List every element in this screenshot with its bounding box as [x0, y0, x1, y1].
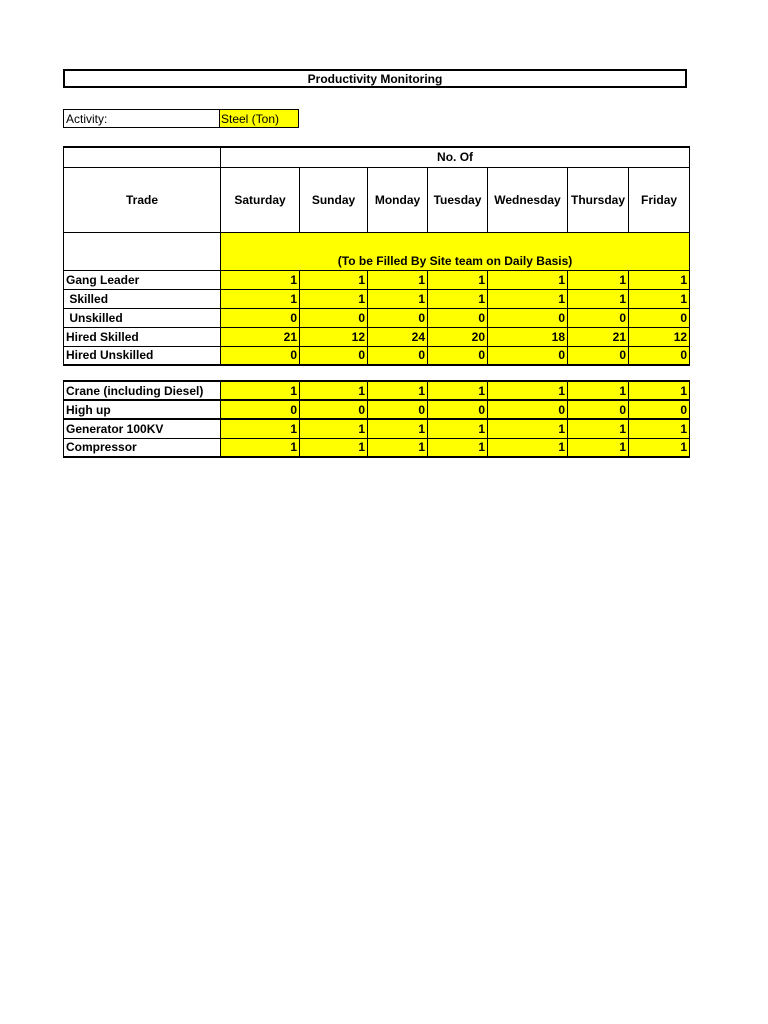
value-cell[interactable]: 1	[300, 289, 368, 308]
page-title: Productivity Monitoring	[63, 69, 687, 88]
value-cell[interactable]: 1	[629, 289, 690, 308]
activity-value[interactable]: Steel (Ton)	[219, 109, 299, 128]
row-label: Skilled	[64, 289, 221, 308]
value-cell[interactable]: 0	[568, 346, 629, 365]
value-cell[interactable]: 0	[368, 400, 428, 419]
equipment-table	[63, 380, 690, 458]
daily-basis-note: (To be Filled By Site team on Daily Basis)	[221, 232, 690, 270]
value-cell[interactable]: 1	[428, 270, 488, 289]
value-cell[interactable]: 1	[428, 419, 488, 438]
value-cell[interactable]: 1	[300, 438, 368, 457]
value-cell[interactable]: 21	[568, 327, 629, 346]
value-cell[interactable]: 1	[368, 270, 428, 289]
header-day: Tuesday	[428, 167, 488, 232]
table-row	[64, 419, 690, 438]
header-day: Friday	[629, 167, 690, 232]
header-day: Thursday	[568, 167, 629, 232]
value-cell[interactable]: 1	[428, 289, 488, 308]
value-cell[interactable]: 1	[368, 381, 428, 400]
value-cell[interactable]: 1	[568, 419, 629, 438]
value-cell[interactable]: 1	[629, 438, 690, 457]
value-cell[interactable]: 1	[629, 381, 690, 400]
row-label: Unskilled	[64, 308, 221, 327]
table-row	[64, 289, 690, 308]
value-cell[interactable]: 0	[629, 400, 690, 419]
value-cell[interactable]: 0	[221, 400, 300, 419]
value-cell[interactable]: 0	[428, 346, 488, 365]
value-cell[interactable]: 1	[368, 419, 428, 438]
value-cell[interactable]: 0	[488, 400, 568, 419]
value-cell[interactable]: 0	[300, 400, 368, 419]
row-label: Compressor	[64, 438, 221, 457]
value-cell[interactable]: 20	[428, 327, 488, 346]
table-row	[64, 270, 690, 289]
value-cell[interactable]: 0	[629, 346, 690, 365]
table-row	[64, 381, 690, 400]
value-cell[interactable]: 24	[368, 327, 428, 346]
row-label: Generator 100KV	[64, 419, 221, 438]
header-blank-cell	[64, 147, 221, 167]
value-cell[interactable]: 1	[488, 289, 568, 308]
activity-label: Activity:	[63, 109, 220, 128]
row-label: Hired Unskilled	[64, 346, 221, 365]
header-day: Monday	[368, 167, 428, 232]
value-cell[interactable]: 1	[568, 381, 629, 400]
value-cell[interactable]: 1	[221, 381, 300, 400]
value-cell[interactable]: 1	[300, 270, 368, 289]
header-day: Saturday	[221, 167, 300, 232]
value-cell[interactable]: 1	[488, 419, 568, 438]
value-cell[interactable]: 0	[568, 400, 629, 419]
value-cell[interactable]: 1	[428, 438, 488, 457]
value-cell[interactable]: 1	[368, 289, 428, 308]
value-cell[interactable]: 1	[488, 381, 568, 400]
value-cell[interactable]: 1	[488, 438, 568, 457]
value-cell[interactable]: 0	[368, 308, 428, 327]
value-cell[interactable]: 0	[221, 346, 300, 365]
table-row	[64, 400, 690, 419]
value-cell[interactable]: 0	[629, 308, 690, 327]
value-cell[interactable]: 1	[629, 270, 690, 289]
value-cell[interactable]: 0	[428, 308, 488, 327]
labor-table	[63, 146, 690, 366]
value-cell[interactable]: 1	[568, 270, 629, 289]
value-cell[interactable]: 21	[221, 327, 300, 346]
table-row	[64, 438, 690, 457]
table-row	[64, 346, 690, 365]
value-cell[interactable]: 0	[221, 308, 300, 327]
value-cell[interactable]: 1	[221, 270, 300, 289]
value-cell[interactable]: 12	[300, 327, 368, 346]
value-cell[interactable]: 18	[488, 327, 568, 346]
note-blank-cell	[64, 232, 221, 270]
value-cell[interactable]: 1	[300, 419, 368, 438]
value-cell[interactable]: 0	[488, 308, 568, 327]
row-label: Gang Leader	[64, 270, 221, 289]
value-cell[interactable]: 0	[300, 308, 368, 327]
value-cell[interactable]: 1	[488, 270, 568, 289]
row-label: Crane (including Diesel)	[64, 381, 221, 400]
value-cell[interactable]: 1	[568, 289, 629, 308]
value-cell[interactable]: 1	[568, 438, 629, 457]
value-cell[interactable]: 1	[221, 419, 300, 438]
table-row	[64, 327, 690, 346]
value-cell[interactable]: 1	[221, 438, 300, 457]
value-cell[interactable]: 1	[428, 381, 488, 400]
value-cell[interactable]: 12	[629, 327, 690, 346]
table-row	[64, 308, 690, 327]
value-cell[interactable]: 1	[221, 289, 300, 308]
value-cell[interactable]: 0	[568, 308, 629, 327]
header-no-of: No. Of	[221, 147, 690, 167]
value-cell[interactable]: 0	[428, 400, 488, 419]
value-cell[interactable]: 0	[300, 346, 368, 365]
row-label: Hired Skilled	[64, 327, 221, 346]
header-trade: Trade	[64, 167, 221, 232]
row-label: High up	[64, 400, 221, 419]
value-cell[interactable]: 1	[629, 419, 690, 438]
header-day: Sunday	[300, 167, 368, 232]
header-day: Wednesday	[488, 167, 568, 232]
value-cell[interactable]: 1	[300, 381, 368, 400]
value-cell[interactable]: 0	[368, 346, 428, 365]
value-cell[interactable]: 0	[488, 346, 568, 365]
value-cell[interactable]: 1	[368, 438, 428, 457]
